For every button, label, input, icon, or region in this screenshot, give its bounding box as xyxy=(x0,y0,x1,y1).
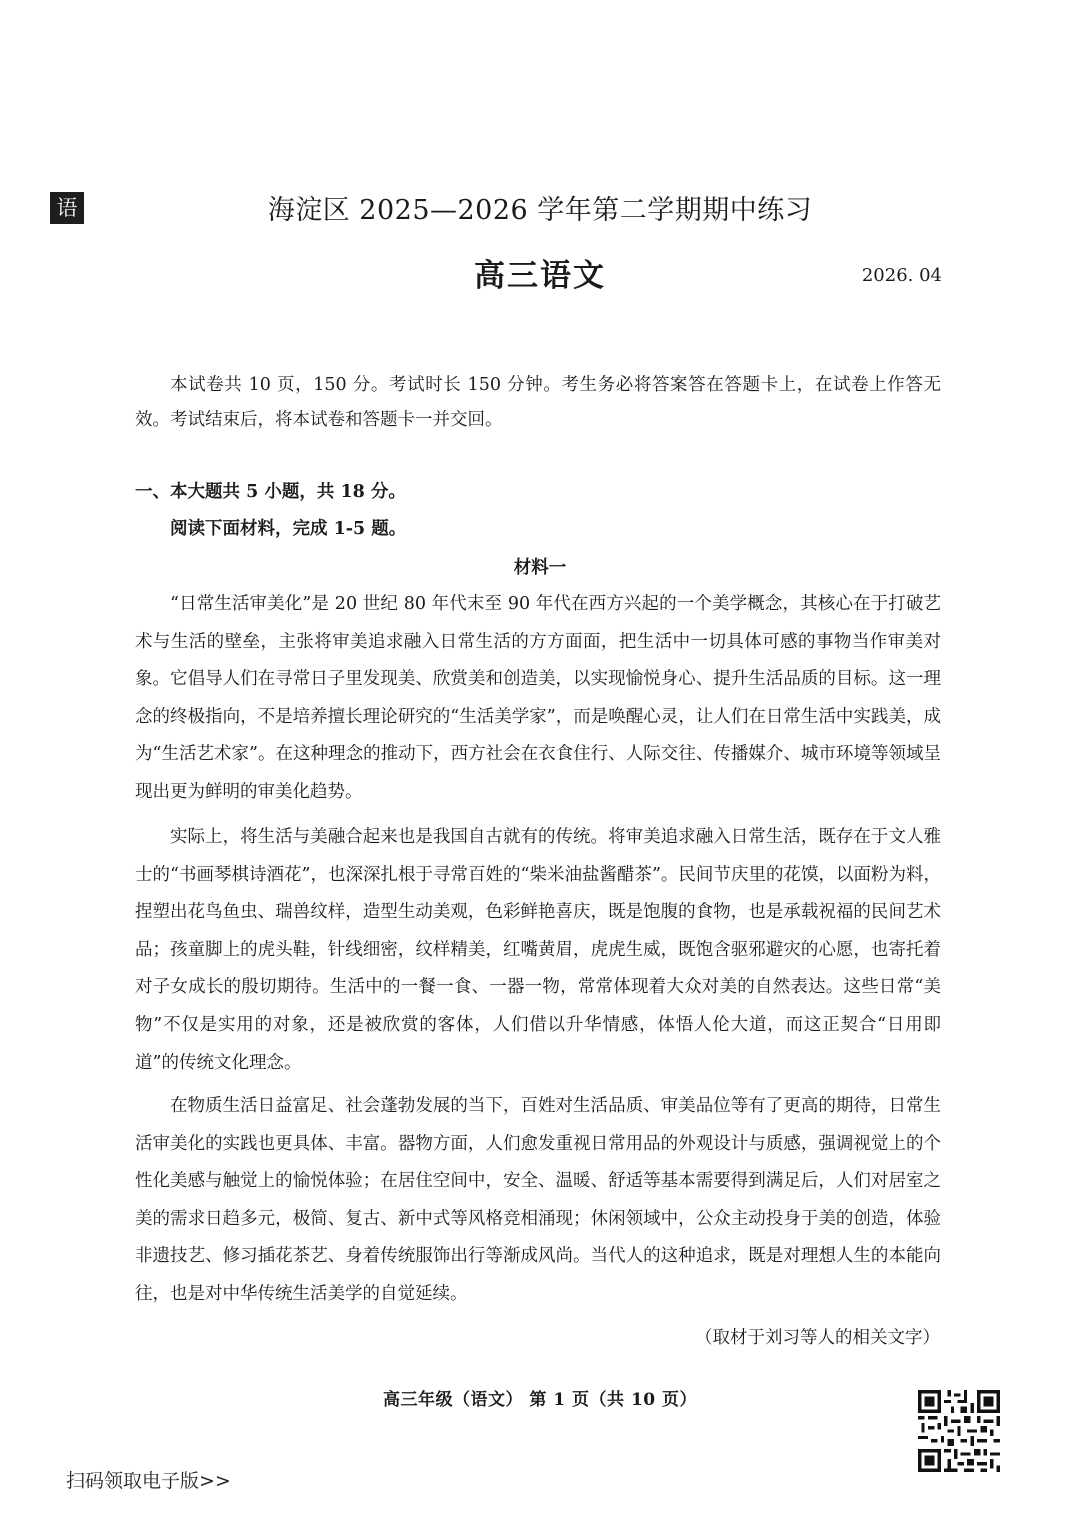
material-paragraph: 在物质生活日益富足、社会蓬勃发展的当下，百姓对生活品质、审美品位等有了更高的期待，日常生活审美化的实践也更具体、丰富。器物方面，人们愈发重视日常用品的外观设计与质感，强调视觉上的个性化美感与触觉上的愉悦体验；在居住空间中，安全、温暖、舒适等基本需要得到满足后，人们对居室之美的需求日趋多元，极简、复古、新中式等风格竞相涌现；休闲领域中，公众主动投身于美的创造，体验非遗技艺、修习插花茶艺、身着传统服饰出行等渐成风尚。当代人的这种追求，既是对理想人生的本能向往，也是对中华传统生活美学的自觉延续。 xyxy=(135,1096,941,1304)
page-footer: 高三年级（语文） 第 1 页（共 10 页） xyxy=(382,1390,698,1410)
section-instruction: 阅读下面材料，完成 1-5 题。 xyxy=(170,519,407,539)
exam-notice: 本试卷共 10 页，150 分。考试时长 150 分钟。考生务必将答案答在答题卡上，在试卷上作答无效。考试结束后，将本试卷和答题卡一并交回。 xyxy=(135,375,941,430)
material-paragraph: “日常生活审美化”是 20 世纪 80 年代末至 90 年代在西方兴起的一个美学概念，其核心在于打破艺术与生活的壁垒，主张将审美追求融入日常生活的方方面面，把生活中一切具体可感的事物当作审美对象。它倡导人们在寻常日子里发现美、欣赏美和创造美，以实现愉悦身心、提升生活品质的目标。这一理念的终极指向，不是培养擅长理论研究的“生活美学家”，而是唤醒心灵，让人们在日常生活中实践美，成为“生活艺术家”。在这种理念的推动下，西方社会在衣食住行、人际交往、传播媒介、城市环境等领域呈现出更为鲜明的审美化趋势。 xyxy=(135,594,941,802)
material-source: （取材于刘习等人的相关文字） xyxy=(695,1328,940,1348)
subject-badge: 语 xyxy=(50,192,84,224)
subject-title: 高三语文 xyxy=(474,258,606,294)
exam-date: 2026. 04 xyxy=(861,265,942,286)
material-paragraph: 实际上，将生活与美融合起来也是我国自古就有的传统。将审美追求融入日常生活，既存在于文人雅士的“书画琴棋诗酒花”，也深深扎根于寻常百姓的“柴米油盐酱醋茶”。民间节庆里的花馍，以面粉为料，捏塑出花鸟鱼虫、瑞兽纹样，造型生动美观，色彩鲜艳喜庆，既是饱腹的食物，也是承载祝福的民间艺术品；孩童脚上的虎头鞋，针线细密，纹样精美，红嘴黄眉，虎虎生威，既饱含驱邪避灾的心愿，也寄托着对子女成长的殷切期待。生活中的一餐一食、一器一物，常常体现着大众对美的自然表达。这些日常“美物”不仅是实用的对象，还是被欣赏的客体，人们借以升华情感，体悟人伦大道，而这正契合“日用即道”的传统文化理念。 xyxy=(135,827,941,1073)
scan-prompt-link[interactable]: 扫码领取电子版>> xyxy=(66,1470,231,1492)
material-title: 材料一 xyxy=(513,558,567,578)
section-heading: 一、本大题共 5 小题，共 18 分。 xyxy=(135,482,406,502)
exam-title: 海淀区 2025—2026 学年第二学期期中练习 xyxy=(267,195,813,226)
qr-code-icon[interactable] xyxy=(918,1390,1000,1472)
